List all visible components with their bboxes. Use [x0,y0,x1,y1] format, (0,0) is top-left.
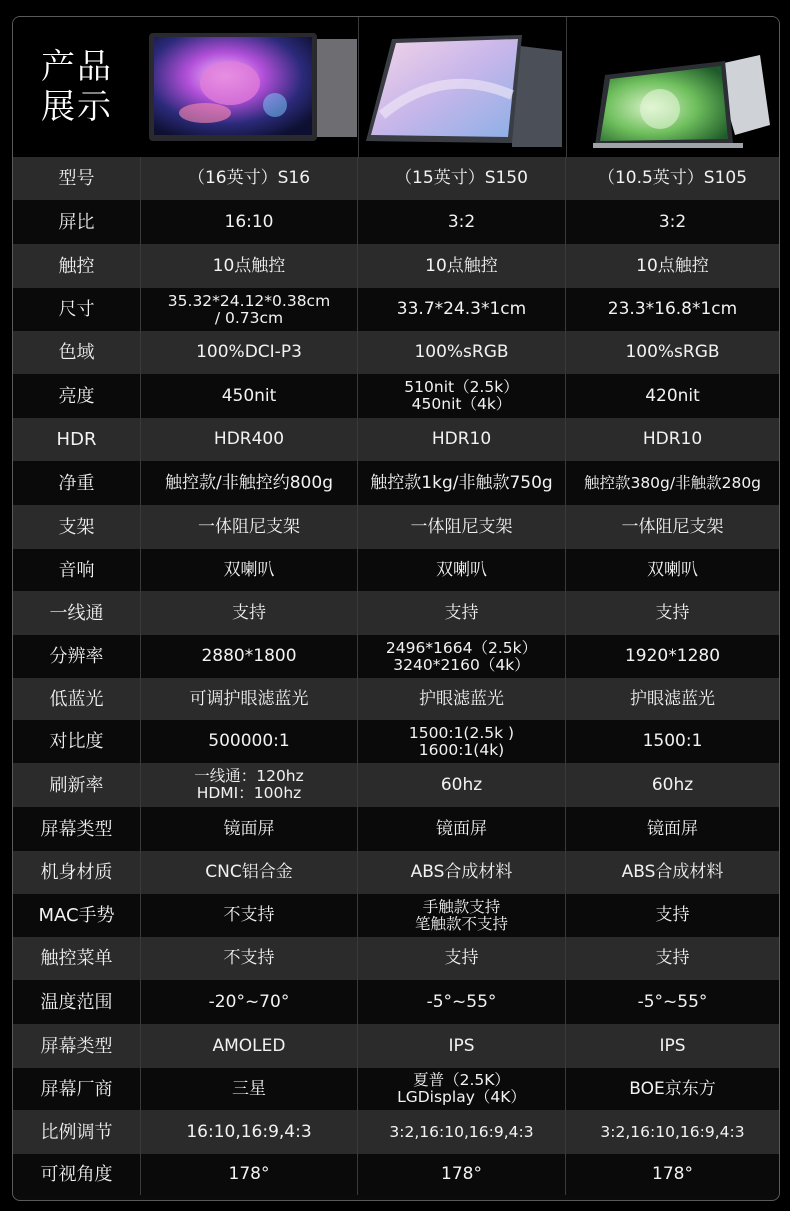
spec-value [358,331,566,374]
spec-value-line: 450nit（4k） [411,395,512,413]
spec-row [13,549,779,591]
spec-value-line: -5°~55° [637,991,708,1012]
spec-value-line: 23.3*16.8*1cm [607,299,738,319]
spec-value-line: 3:2,16:10,16:9,4:3 [389,1122,534,1141]
spec-value-line: 支持 [655,948,690,968]
spec-value-line: LGDisplay（4K） [397,1088,526,1106]
spec-value-line: 100%sRGB [625,342,720,362]
spec-value-line: ABS合成材料 [410,862,513,882]
spec-value [358,244,566,288]
spec-value [566,244,779,288]
spec-row [13,461,779,505]
spec-table [13,157,779,1195]
spec-label: MAC手势 [13,894,141,937]
spec-value-line: 3240*2160（4k） [393,655,530,674]
spec-value-line: 35.32*24.12*0.38cm [167,291,331,310]
spec-value [566,763,779,807]
spec-value [141,461,358,505]
spec-value [358,418,566,461]
spec-value [358,374,566,418]
spec-row [13,1024,779,1068]
spec-value-line: 1500:1(2.5k ) [408,723,515,742]
spec-value [358,763,566,807]
spec-row [13,937,779,980]
spec-value-line: 镜面屏 [223,818,275,839]
spec-value [566,549,779,591]
spec-value-line: 双喇叭 [436,559,487,580]
spec-value [566,1110,779,1154]
spec-value-line: 护眼滤蓝光 [419,688,504,709]
spec-value-line: （15英寸）S150 [395,168,528,188]
spec-value-line: 可调护眼滤蓝光 [189,688,309,709]
spec-value-line: 不支持 [223,905,275,925]
header-title-line1: 产品 [41,47,113,87]
spec-value [566,461,779,505]
spec-value [566,937,779,980]
spec-label: 分辨率 [13,635,141,678]
spec-row [13,244,779,288]
spec-row [13,894,779,937]
spec-value-line: 支持 [444,948,479,968]
spec-label: 尺寸 [13,288,141,331]
spec-value-line: 触控款380g/非触款280g [583,473,762,492]
spec-value-line: IPS [448,1035,475,1056]
spec-value [358,678,566,720]
spec-value [358,980,566,1024]
spec-value [358,591,566,635]
spec-value [566,980,779,1024]
spec-row [13,157,779,200]
spec-value-line: 1500:1 [642,731,703,751]
spec-value-line: 3:2 [447,211,476,232]
spec-label: 屏幕类型 [13,807,141,851]
spec-label: 型号 [13,157,141,200]
spec-value-line: 触控款1kg/非触款750g [370,472,553,493]
spec-value [566,157,779,200]
spec-value [358,549,566,591]
spec-value [358,288,566,331]
spec-value-line: 510nit（2.5k） [404,378,519,396]
spec-value [358,200,566,244]
spec-value [141,244,358,288]
spec-value [141,418,358,461]
spec-label: 亮度 [13,374,141,418]
spec-label: 温度范围 [13,980,141,1024]
spec-row [13,1110,779,1154]
spec-label: 触控菜单 [13,937,141,980]
spec-row [13,763,779,807]
spec-value-line: 33.7*24.3*1cm [396,299,527,319]
spec-value-line: 笔触款不支持 [414,914,508,933]
spec-value [566,807,779,851]
spec-label: 色域 [13,331,141,374]
spec-value [566,331,779,374]
spec-value-line: CNC铝合金 [205,862,293,882]
spec-value-line: 一体阻尼支架 [621,516,724,537]
product-image-s16 [145,25,358,151]
spec-value-line: 双喇叭 [223,559,275,580]
spec-value [141,549,358,591]
spec-value [358,635,566,678]
spec-label: 机身材质 [13,851,141,894]
spec-value-line: 450nit [221,385,277,406]
spec-value-line: 镜面屏 [647,818,698,839]
spec-value [141,505,358,549]
spec-value-line: HDR10 [431,429,492,449]
spec-value-line: / 0.73cm [214,308,284,327]
spec-value-line: 支持 [655,905,690,925]
spec-row [13,1154,779,1195]
header-title-line2: 展示 [41,87,113,127]
spec-value [141,851,358,894]
spec-value-line: 触控款/非触控约800g [165,472,333,493]
spec-value-line: 100%sRGB [414,342,509,362]
spec-value-line: 2496*1664（2.5k） [385,638,538,657]
spec-value-line: 一体阻尼支架 [410,516,513,537]
spec-value [358,894,566,937]
product-header [13,17,779,157]
spec-value [141,1110,358,1154]
spec-value-line: 不支持 [223,948,275,968]
spec-value-line: 1600:1(4k) [418,740,505,759]
spec-value [566,851,779,894]
spec-row [13,591,779,635]
spec-value [566,1154,779,1195]
spec-value-line: 支持 [232,602,266,623]
spec-value-line: HDR10 [642,429,703,449]
spec-label: 触控 [13,244,141,288]
spec-value [141,591,358,635]
spec-value-line: 双喇叭 [647,559,698,580]
spec-value [141,374,358,418]
spec-value [141,1154,358,1195]
spec-label: 比例调节 [13,1110,141,1154]
spec-value [141,937,358,980]
spec-label: 可视角度 [13,1154,141,1195]
product-image-s150 [362,25,566,151]
spec-value-line: IPS [659,1035,686,1056]
spec-value [141,720,358,763]
spec-value [141,200,358,244]
spec-row [13,635,779,678]
spec-value-line: 420nit [645,385,700,406]
spec-value-line: （10.5英寸）S105 [597,168,748,188]
spec-value [141,635,358,678]
spec-value [141,331,358,374]
spec-value-line: 10点触控 [636,255,709,276]
spec-value-line: HDMI：100hz [196,784,302,802]
spec-label: 对比度 [13,720,141,763]
spec-value-line: 10点触控 [212,255,286,276]
spec-value [358,807,566,851]
spec-label: 屏幕类型 [13,1024,141,1068]
spec-row [13,505,779,549]
spec-value [566,374,779,418]
spec-value-line: BOE京东方 [629,1078,716,1099]
spec-value-line: 3:2 [658,211,687,232]
spec-row [13,720,779,763]
spec-row [13,288,779,331]
spec-value [358,461,566,505]
spec-value-line: （16英寸）S16 [187,168,311,188]
spec-value [566,418,779,461]
spec-value-line: 10点触控 [425,255,498,276]
spec-row [13,331,779,374]
spec-value [141,1068,358,1110]
spec-value [358,1024,566,1068]
spec-value [566,635,779,678]
spec-value-line: 三星 [232,1078,266,1099]
spec-value [566,894,779,937]
product-image-s105 [585,25,775,151]
spec-row [13,980,779,1024]
spec-value-line: 1920*1280 [624,646,721,666]
spec-label: 低蓝光 [13,678,141,720]
spec-value [566,505,779,549]
spec-value [358,1154,566,1195]
spec-value [358,157,566,200]
spec-value [566,591,779,635]
spec-value [358,1110,566,1154]
spec-label: 支架 [13,505,141,549]
spec-value-line: 16:10 [224,211,274,232]
spec-value [566,678,779,720]
spec-value-line: 夏普（2.5K） [413,1071,510,1089]
spec-label: 净重 [13,461,141,505]
spec-row [13,678,779,720]
spec-value-line: 2880*1800 [201,646,297,666]
spec-value-line: 178° [441,1164,482,1184]
spec-row [13,374,779,418]
spec-value [358,937,566,980]
spec-value-line: 护眼滤蓝光 [630,688,715,709]
spec-row [13,851,779,894]
spec-comparison-panel [12,16,780,1201]
spec-value [358,1068,566,1110]
spec-value [141,763,358,807]
spec-value-line: 手触款支持 [422,897,501,916]
spec-value [566,720,779,763]
spec-label: HDR [13,418,141,461]
spec-value [358,720,566,763]
spec-value [566,1024,779,1068]
spec-value [566,1068,779,1110]
spec-value-line: ABS合成材料 [621,862,724,882]
spec-value [358,505,566,549]
spec-label: 音响 [13,549,141,591]
spec-value [141,288,358,331]
spec-value-line: 60hz [651,774,694,795]
spec-label: 一线通 [13,591,141,635]
spec-value-line: 178° [652,1164,693,1184]
spec-value-line: 3:2,16:10,16:9,4:3 [600,1122,745,1141]
spec-value-line: HDR400 [213,429,285,449]
spec-value-line: -20°~70° [208,991,290,1012]
spec-value-line: AMOLED [212,1035,286,1056]
spec-value [141,678,358,720]
spec-row [13,807,779,851]
spec-label: 刷新率 [13,763,141,807]
header-title [13,17,141,157]
spec-value-line: 500000:1 [208,731,290,751]
spec-label: 屏比 [13,200,141,244]
spec-value-line: 60hz [440,774,483,795]
spec-value [566,200,779,244]
spec-value-line: -5°~55° [426,991,497,1012]
spec-value-line: 一体阻尼支架 [198,516,300,537]
spec-value [141,894,358,937]
spec-value-line: 100%DCI-P3 [196,342,302,362]
spec-value-line: 16:10,16:9,4:3 [186,1121,312,1142]
spec-value-line: 镜面屏 [436,818,487,839]
spec-value [141,980,358,1024]
spec-value [358,851,566,894]
spec-value-line: 支持 [655,602,690,623]
spec-value-line: 支持 [444,602,479,623]
spec-value [141,157,358,200]
spec-row [13,418,779,461]
spec-value [566,288,779,331]
spec-value [141,1024,358,1068]
spec-row [13,200,779,244]
spec-label: 屏幕厂商 [13,1068,141,1110]
spec-value-line: 一线通：120hz [194,767,304,785]
spec-value-line: 178° [228,1164,270,1184]
spec-row [13,1068,779,1110]
spec-value [141,807,358,851]
